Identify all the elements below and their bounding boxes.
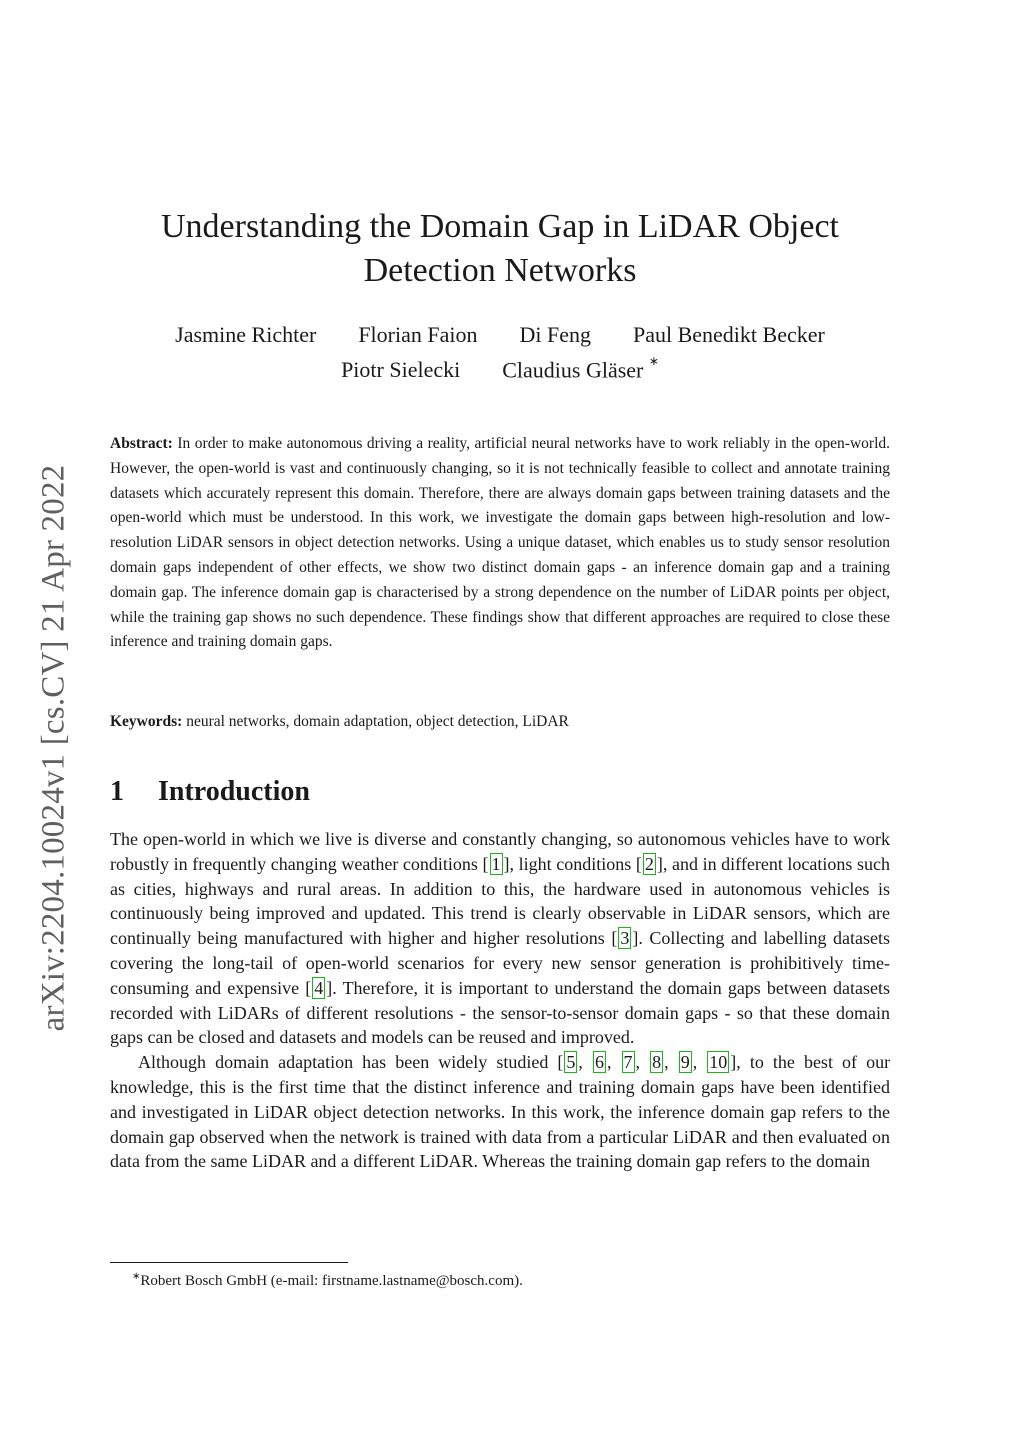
author-row-2 <box>100 350 900 385</box>
keywords-label: Keywords: <box>110 713 183 730</box>
text-run: , light conditions <box>509 853 636 874</box>
citation-link[interactable]: 4 <box>314 977 324 998</box>
section-title: Introduction <box>158 776 310 807</box>
text-run: , and in different locations such as cities, highways and rural areas. In addition to this, the hardware used in autonomous vehicles is continuously being improved and updated. This trend is clearly observable in LiDAR sensors, which are continually being manufactured with higher and higher resolutions <box>110 853 891 949</box>
citation-link[interactable]: 3 <box>620 928 630 949</box>
footnote-marker[interactable]: ∗ <box>648 354 659 368</box>
author-with-footnote <box>502 350 659 385</box>
body-text <box>110 827 890 1174</box>
abstract-label: Abstract: <box>110 435 173 452</box>
citation-link[interactable]: 5 <box>566 1052 576 1073</box>
text-run: . Therefore, it is important to understand the domain gaps between datasets recorded with LiDARs of different resolutions - the sensor-to-sensor domain gaps - so that these domain gaps can be closed and datasets and models can be reused and improved. <box>110 977 890 1048</box>
footnote <box>132 1266 892 1292</box>
text-run: Although domain adaptation has been widely studied [ <box>138 1052 564 1073</box>
citation-link[interactable]: 7 <box>623 1052 633 1073</box>
arxiv-id-text: arXiv:2204.10024v1 [cs.CV] 21 Apr 2022 <box>35 464 72 1032</box>
keywords <box>110 710 890 734</box>
paragraph-2: Although domain adaptation has been widely studied [ 5 , 6 , 7 , 8 , 9 , 10 ], to the best of our knowledge, this is the first time that the distinct inference and training domain gaps have been identified and investigated in LiDAR object detection networks. In this work, the inference domain gap refers to the domain gap observed when the network is trained with data from a particular LiDAR and then evaluated on data from the same LiDAR and a different LiDAR. Whereas the training domain gap refers to the domain <box>110 1052 891 1172</box>
author-list <box>100 320 900 385</box>
author: Florian Faion <box>358 322 478 347</box>
author: Piotr Sielecki <box>341 357 461 383</box>
citation-link[interactable]: 1 <box>491 853 501 874</box>
footnote-divider <box>110 1262 348 1263</box>
author-row-1 <box>100 320 900 350</box>
footnote-text: Robert Bosch GmbH (e-mail: firstname.lastname@bosch.com). <box>140 1273 523 1289</box>
text-run: The open-world in which we live is diverse and constantly changing, so autonomous vehicles have to work robustly in frequently changing weather conditions <box>110 829 890 874</box>
paper-title: Understanding the Domain Gap in LiDAR Object Detection Networks <box>161 208 839 289</box>
author: Paul Benedikt Becker <box>632 322 825 347</box>
citation-link[interactable]: 9 <box>680 1052 690 1073</box>
citation-link[interactable]: 8 <box>652 1052 662 1073</box>
keywords-text: neural networks, domain adaptation, object detection, LiDAR <box>186 713 569 730</box>
citation-link[interactable]: 10 <box>709 1052 728 1073</box>
text-run: ], to the best of our knowledge, this is the first time that the distinct inference and training domain gaps have been identified and investigated in LiDAR object detection networks. In this work, the inference domain gap refers to the domain gap observed when the network is trained with data from a particular LiDAR and then evaluated on data from the same LiDAR and a different LiDAR. Whereas the training domain gap refers to the domain <box>110 1052 891 1172</box>
citation-link[interactable]: 6 <box>594 1052 604 1073</box>
citation-link[interactable]: 2 <box>644 853 654 874</box>
abstract-text: In order to make autonomous driving a reality, artificial neural networks have to work reliably in the open-world. However, the open-world is vast and continuously changing, so it is not technically feasible to collect and annotate training datasets which accurately represent this domain. Therefore, there are always domain gaps between training datasets and the open-world which must be understood. In this work, we investigate the domain gaps between high-resolution and low-resolution LiDAR sensors in object detection networks. Using a unique dataset, which enables us to study sensor resolution domain gaps independent of other effects, we show two distinct domain gaps - an inference domain gap and a training domain gap. The inference domain gap is characterised by a strong dependence on the number of LiDAR points per object, while the training gap shows no such dependence. These findings show that different approaches are required to close these inference and training domain gaps. <box>110 435 891 651</box>
footnote-mark: ∗ <box>132 1271 141 1282</box>
paragraph-1: The open-world in which we live is diverse and constantly changing, so autonomous vehicles have to work robustly in frequently changing weather conditions [ 1 ], light conditions [ 2 ], and in different locations such as cities, highways and rural areas. In addition to this, the hardware used in autonomous vehicles is continuously being improved and updated. This trend is clearly observable in LiDAR sensors, which are continually being manufactured with higher and higher resolutions [ 3 ]. Collecting and labelling datasets covering the long-tail of open-world scenarios for every new sensor generation is prohibitively time-consuming and expensive [ 4 ]. Therefore, it is important to understand the domain gaps between datasets recorded with LiDARs of different resolutions - the sensor-to-sensor domain gaps - so that these domain gaps can be closed and datasets and models can be reused and improved. <box>110 829 891 1048</box>
text-run: . Collecting and labelling datasets covering the long-tail of open-world scenarios for every new sensor generation is prohibitively time-consuming and expensive <box>110 928 890 998</box>
section-number: 1 <box>110 776 124 807</box>
author: Di Feng <box>519 322 591 347</box>
arxiv-identifier <box>32 445 76 1051</box>
author: Claudius Gläser <box>502 357 644 383</box>
section-heading <box>110 774 890 810</box>
abstract <box>110 432 890 655</box>
author: Jasmine Richter <box>175 322 317 347</box>
